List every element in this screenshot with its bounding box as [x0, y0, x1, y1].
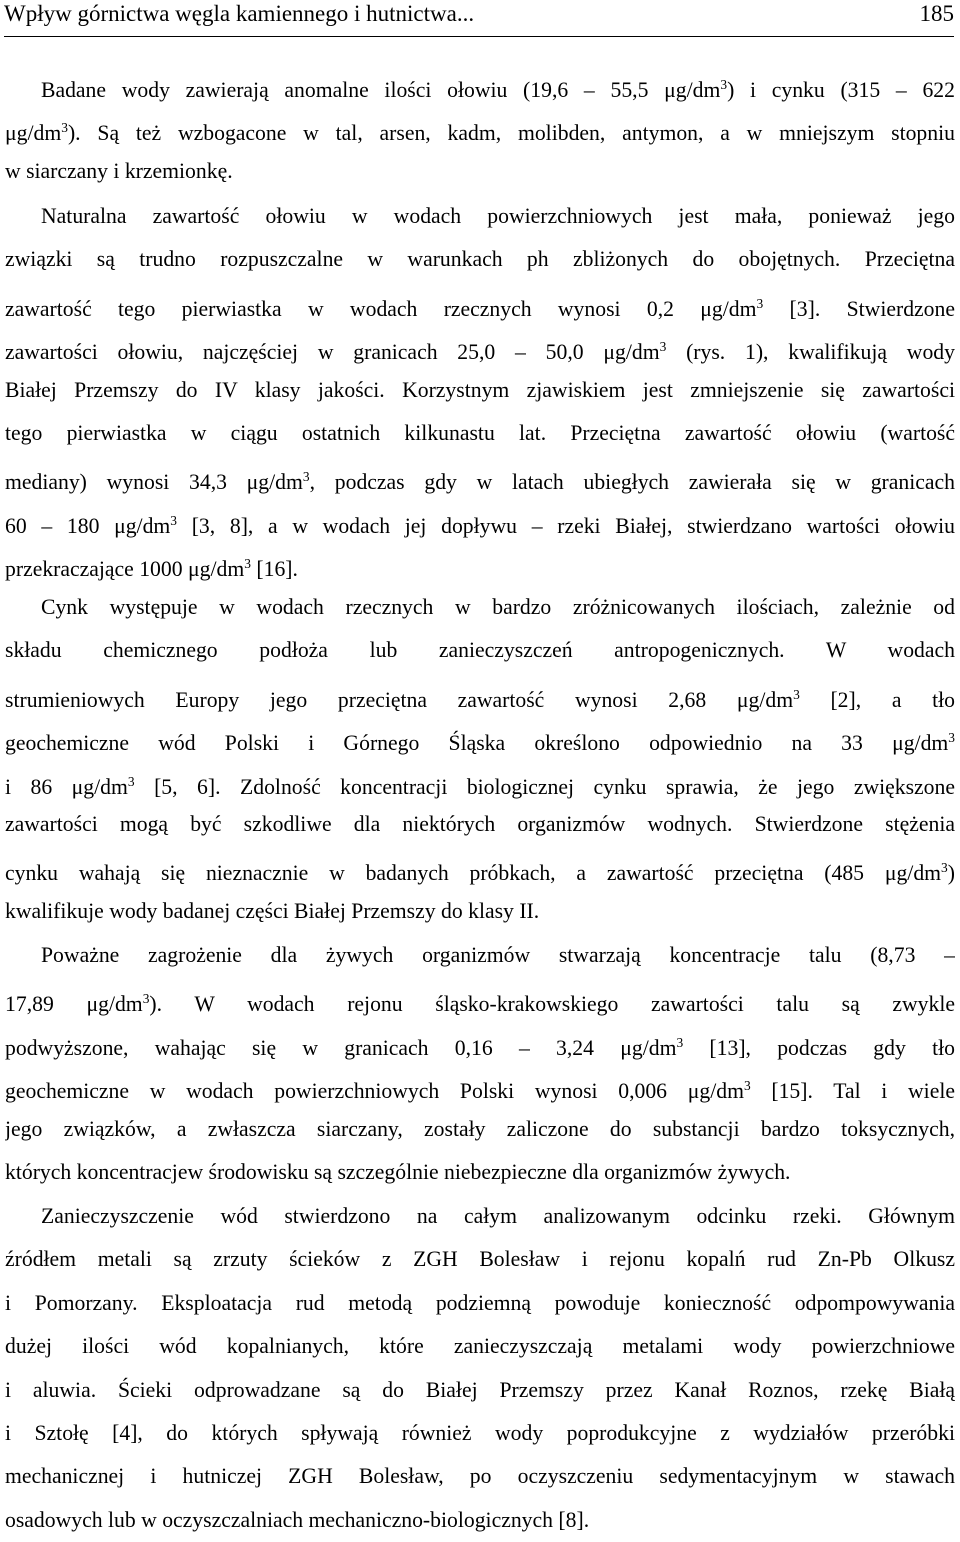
text-line: Cynk występuje w wodach rzecznych w bardzo zróżnicowanych ilościach, zależnie od — [41, 595, 955, 619]
paragraph-3 — [5, 586, 955, 933]
running-title: Wpływ górnictwa węgla kamiennego i hutnictwa... — [4, 1, 475, 26]
text-line: cynku wahają się nieznacznie w badanych próbkach, a zawartość przeciętna (485 $\mu g/dm^3$) — [5, 860, 955, 886]
paragraph-4 — [5, 934, 955, 1194]
text-line: i 86 $\mu g/dm^3$ [5, 6]. Zdolność koncentracji biologicznej cynku sprawia, że jego zwiększone — [5, 773, 955, 799]
text-line: zawartości mogą być szkodliwe dla niektórych organizmów wodnych. Stwierdzone stężenia — [5, 811, 955, 836]
text-line: mechanicznej i hutniczej ZGH Bolesław, po oczyszczeniu sedymentacyjnym w stawach — [5, 1464, 955, 1489]
text-line: podwyższone, wahając się w granicach 0,16 – 3,24 $\mu g/dm^3$ [13], podczas gdy tło — [5, 1034, 955, 1061]
text-line: kwalifikuje wody badanej części Białej Przemszy do klasy II. — [5, 898, 540, 923]
text-line: 60 – 180 $\mu g/dm^3$ [3, 8], a w wodach jej dopływu – rzeki Białej, stwierdzano wartości ołowiu — [5, 512, 955, 538]
text-line: Białej Przemszy do IV klasy jakości. Korzystnym zjawiskiem jest zmniejszenie się zawartości — [5, 377, 955, 402]
text-line: Poważne zagrożenie dla żywych organizmów stwarzają koncentracje talu (8,73 – — [41, 943, 955, 967]
text-line: Zanieczyszczenie wód stwierdzono na całym analizowanym odcinku rzeki. Głównym — [41, 1204, 955, 1228]
text-line: i aluwia. Ścieki odprowadzane są do Białej Przemszy przez Kanał Roznos, rzekę Białą — [5, 1377, 955, 1402]
page-number: 185 — [919, 1, 954, 26]
text-line: źródłem metali są zrzuty ścieków z ZGH Bolesław i rejonu kopalń rud Zn-Pb Olkusz — [5, 1247, 955, 1272]
paragraph-1 — [5, 63, 955, 193]
text-line: geochemiczne wód Polski i Górnego Śląska określono odpowiednio na 33 $\mu g/dm^3$ — [5, 730, 955, 756]
paragraph-5 — [5, 1195, 955, 1542]
text-line: dużej ilości wód kopalnianych, które zanieczyszczają metalami wody powierzchniowe — [5, 1334, 955, 1359]
text-line: zawartości ołowiu, najczęściej w granicach 25,0 – 50,0 $\mu g/dm^3$ (rys. 1), kwalifikują wody — [5, 339, 955, 365]
text-line: osadowych lub w oczyszczalniach mechaniczno-biologicznych [8]. — [5, 1507, 590, 1532]
text-line: mediany) wynosi 34,3 $\mu g/dm^3$, podczas gdy w latach ubiegłych zawierała się w granicach — [5, 469, 955, 495]
text-line: strumieniowych Europy jego przeciętna zawartość wynosi 2,68 $\mu g/dm^3$ [2], a tło — [5, 686, 955, 713]
text-line: i Sztołę [4], do których spływają również wody poprodukcyjne z wydziałów przeróbki — [5, 1420, 955, 1445]
text-line: i Pomorzany. Eksploatacja rud metodą podziemną powoduje konieczność odpompowywania — [5, 1290, 955, 1315]
text-line: Badane wody zawierają anomalne ilości ołowiu (19,6 – 55,5 $\mu g/dm^3$) i cynku (315 – 622 — [41, 77, 955, 103]
text-line: 17,89 $\mu g/dm^3$). W wodach rejonu śląsko-krakowskiego zawartości talu są zwykle — [5, 991, 955, 1017]
text-line: zawartość tego pierwiastka w wodach rzecznych wynosi 0,2 $\mu g/dm^3$ [3]. Stwierdzone — [5, 295, 955, 322]
text-line: geochemiczne w wodach powierzchniowych Polski wynosi 0,006 $\mu g/dm^3$ [15]. Tal i wiele — [5, 1078, 955, 1104]
paragraph-2 — [5, 195, 955, 586]
running-header — [4, 0, 954, 37]
text-line: $\mu g/dm^3$). Są też wzbogacone w tal, arsen, kadm, molibden, antymon, a w mniejszym stopniu — [5, 120, 955, 146]
text-line: związki są trudno rozpuszczalne w warunkach ph zbliżonych do obojętnych. Przeciętna — [5, 247, 955, 272]
text-line: w siarczany i krzemionkę. — [5, 158, 233, 183]
text-line: przekraczające 1000 $\mu g/dm^3$ [16]. — [5, 556, 298, 582]
text-line: składu chemicznego podłoża lub zanieczyszczeń antropogenicznych. W wodach — [5, 638, 955, 663]
text-line: jego związków, a zwłaszcza siarczany, zostały zaliczone do substancji bardzo toksycznych, — [5, 1116, 955, 1141]
text-line: Naturalna zawartość ołowiu w wodach powierzchniowych jest mała, ponieważ jego — [41, 204, 955, 228]
text-line: tego pierwiastka w ciągu ostatnich kilkunastu lat. Przeciętna zawartość ołowiu (wartość — [5, 420, 955, 445]
text-line: których koncentracjew środowisku są szczególnie niebezpieczne dla organizmów żywych. — [5, 1159, 791, 1184]
